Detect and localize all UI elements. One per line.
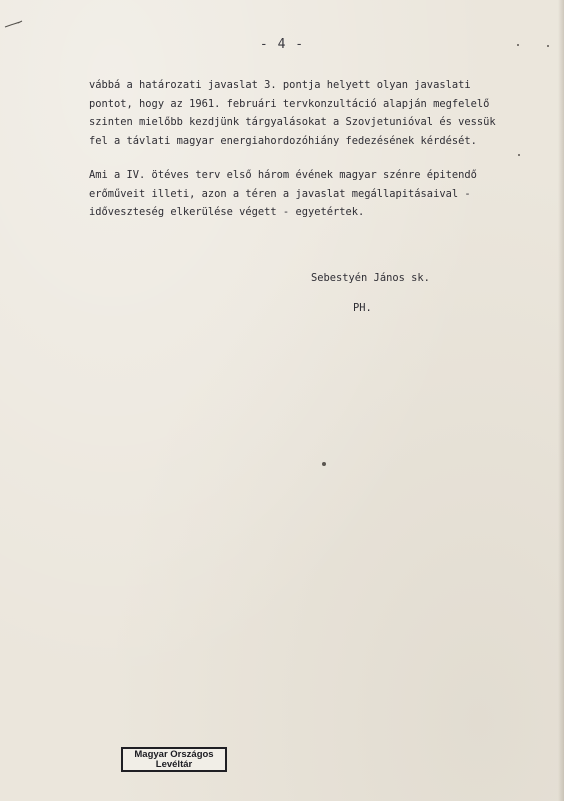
- ink-speck: [547, 45, 549, 47]
- body-paragraph-1: vábbá a határozati javaslat 3. pontja helyett olyan javaslati pontot, hogy az 1961. februári tervkonzultáció alapján megfelelő szinten mielőbb kezdjünk tárgyalásokat a Szovjetunióval és vessük fel a távlati magyar energiahordozóhiány fedezésének kérdését.: [89, 79, 496, 147]
- archive-stamp: [121, 747, 227, 772]
- signature-line: Sebestyén János sk.: [311, 272, 430, 284]
- page-number: - 4 -: [259, 37, 305, 52]
- ink-speck: [517, 44, 519, 46]
- corner-pen-mark: [4, 20, 26, 30]
- page-edge-shadow: [558, 0, 564, 801]
- archive-stamp-line-1: Magyar Országos: [134, 749, 214, 760]
- ph-note: PH.: [353, 302, 372, 314]
- archive-stamp-line-2: Levéltár: [155, 759, 193, 770]
- body-paragraph-2: Ami a IV. ötéves terv első három évének magyar szénre épitendő erőműveit illeti, azon a téren a javaslat megállapitásaival - időveszteség elkerülése végett - egyetértek.: [89, 169, 477, 218]
- ink-speck: [518, 154, 520, 156]
- ink-speck: [322, 462, 326, 466]
